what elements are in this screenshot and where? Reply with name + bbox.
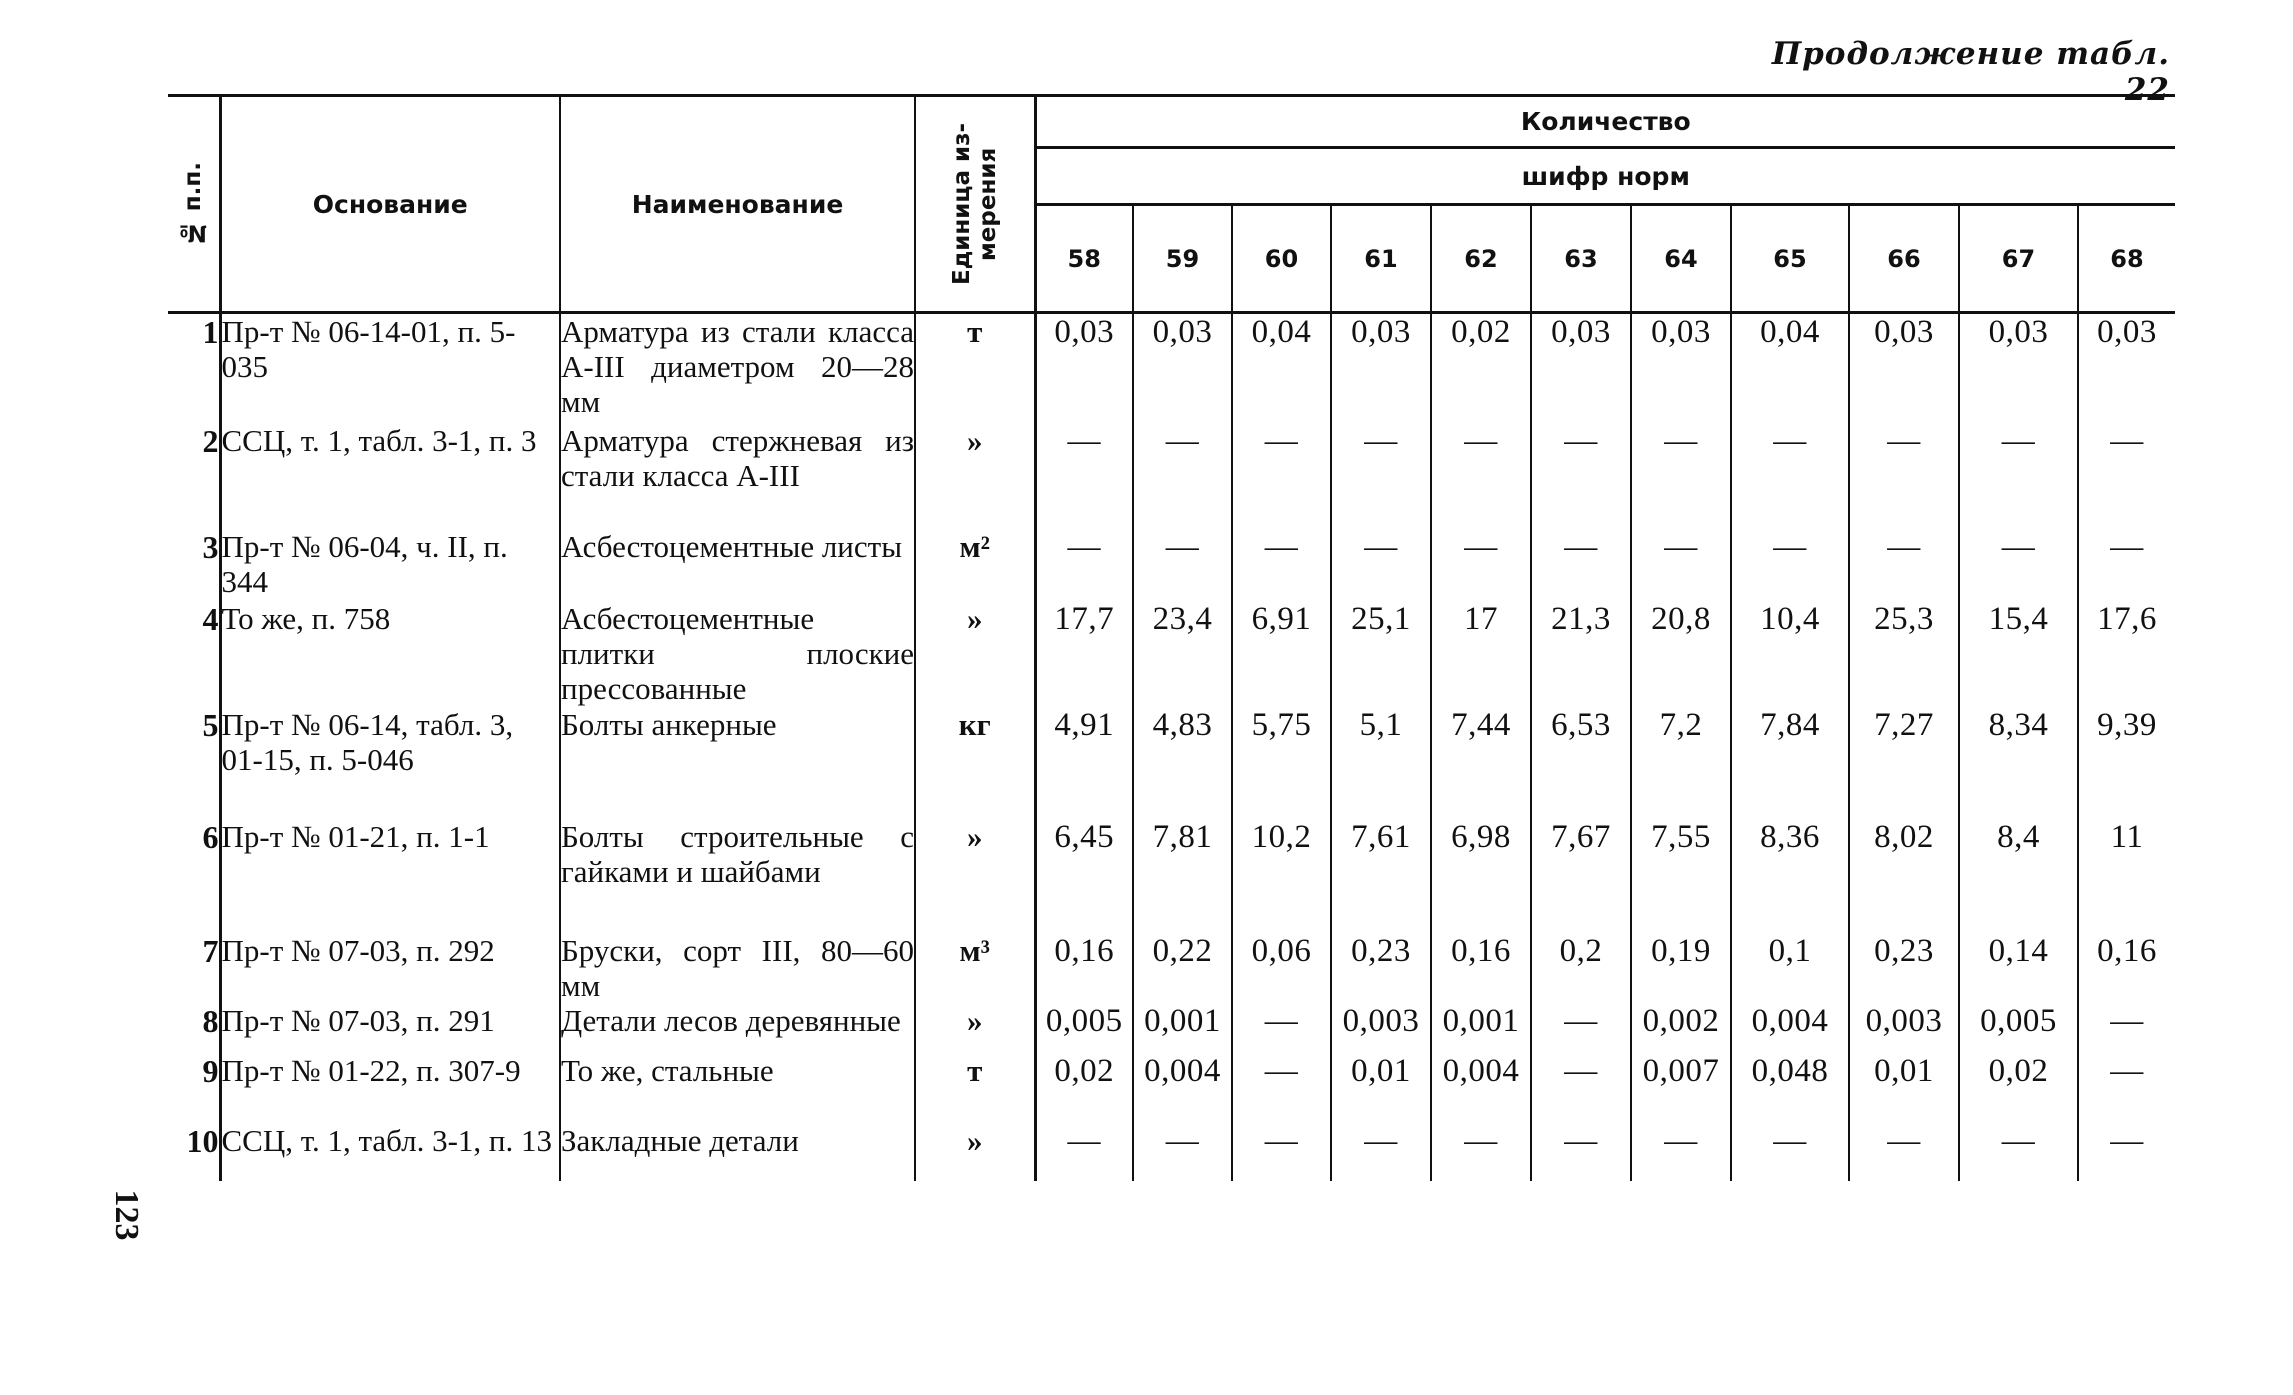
row-unit: т: [915, 313, 1035, 423]
value-cell-66: 7,27: [1849, 707, 1959, 819]
value-cell-59: 0,004: [1133, 1053, 1232, 1123]
code-header-65: 65: [1731, 205, 1849, 313]
value-cell-63: 21,3: [1531, 601, 1631, 707]
value-cell-62: 0,16: [1431, 933, 1531, 1003]
value-cell-60: 0,04: [1232, 313, 1331, 423]
header-basis: Основание: [220, 96, 560, 313]
row-basis: ССЦ, т. 1, табл. 3-1, п. 3: [220, 423, 560, 529]
value-cell-61: 0,01: [1331, 1053, 1431, 1123]
value-cell-59: —: [1133, 1123, 1232, 1181]
row-number: 1: [202, 314, 219, 350]
row-unit: кг: [915, 707, 1035, 819]
value-cell-58: 0,16: [1035, 933, 1133, 1003]
table-row: [168, 1123, 2175, 1181]
value-cell-58: 4,91: [1035, 707, 1133, 819]
value-cell-68: 11: [2078, 819, 2175, 933]
value-cell-59: 4,83: [1133, 707, 1232, 819]
value-cell-60: —: [1232, 1123, 1331, 1181]
code-header-58: 58: [1035, 205, 1133, 313]
row-number: 7: [202, 932, 219, 969]
value-cell-60: —: [1232, 423, 1331, 529]
value-cell-68: —: [2078, 529, 2175, 601]
value-cell-61: —: [1331, 529, 1431, 601]
header-name: Наименование: [560, 96, 915, 313]
value-cell-64: 7,2: [1631, 707, 1731, 819]
value-cell-66: 0,003: [1849, 1003, 1959, 1053]
value-cell-64: 0,007: [1631, 1053, 1731, 1123]
value-cell-65: 0,1: [1731, 933, 1849, 1003]
row-basis: То же, п. 758: [220, 601, 560, 707]
value-cell-68: —: [2078, 1003, 2175, 1053]
value-cell-66: —: [1849, 529, 1959, 601]
page-number: 123: [108, 1189, 145, 1241]
value-cell-68: —: [2078, 1123, 2175, 1181]
value-cell-60: —: [1232, 1003, 1331, 1053]
header-unit-cell: [915, 96, 1035, 313]
value-cell-60: 6,91: [1232, 601, 1331, 707]
value-cell-58: 0,03: [1035, 313, 1133, 423]
value-cell-62: 0,004: [1431, 1053, 1531, 1123]
value-cell-60: —: [1232, 1053, 1331, 1123]
value-cell-66: 0,03: [1849, 313, 1959, 423]
value-cell-66: 0,01: [1849, 1053, 1959, 1123]
value-cell-64: —: [1631, 529, 1731, 601]
row-basis: Пр-т № 07-03, п. 291: [220, 1003, 560, 1053]
value-cell-58: 0,005: [1035, 1003, 1133, 1053]
row-name: Закладные детали: [560, 1123, 915, 1181]
code-header-64: 64: [1631, 205, 1731, 313]
table-row: [168, 529, 2175, 601]
value-cell-63: —: [1531, 423, 1631, 529]
row-number: 3: [202, 528, 219, 565]
value-cell-62: 0,02: [1431, 313, 1531, 423]
row-number: 10: [186, 1122, 219, 1159]
value-cell-60: 10,2: [1232, 819, 1331, 933]
value-cell-67: 8,4: [1959, 819, 2078, 933]
value-cell-60: 5,75: [1232, 707, 1331, 819]
value-cell-59: 7,81: [1133, 819, 1232, 933]
value-cell-59: —: [1133, 529, 1232, 601]
value-cell-64: 0,03: [1631, 313, 1731, 423]
value-cell-61: 25,1: [1331, 601, 1431, 707]
value-cell-67: 0,005: [1959, 1003, 2078, 1053]
value-cell-66: 25,3: [1849, 601, 1959, 707]
value-cell-67: 0,14: [1959, 933, 2078, 1003]
value-cell-62: 0,001: [1431, 1003, 1531, 1053]
row-number: 9: [202, 1052, 219, 1089]
row-name: Арматура из стали класса A-III диаметром 20—28 мм: [560, 313, 915, 423]
value-cell-66: 0,23: [1849, 933, 1959, 1003]
value-cell-65: 7,84: [1731, 707, 1849, 819]
value-cell-63: 0,2: [1531, 933, 1631, 1003]
row-unit: »: [915, 1003, 1035, 1053]
row-name: Бруски, сорт III, 80—60 мм: [561, 932, 914, 1003]
code-header-60: 60: [1232, 205, 1331, 313]
value-cell-58: 0,02: [1035, 1053, 1133, 1123]
code-header-59: 59: [1133, 205, 1232, 313]
header-num: № п.п.: [180, 162, 207, 246]
row-number: 2: [202, 422, 219, 459]
value-cell-63: —: [1531, 1003, 1631, 1053]
value-cell-65: 8,36: [1731, 819, 1849, 933]
value-cell-65: —: [1731, 423, 1849, 529]
row-unit: »: [915, 423, 1035, 529]
row-unit: м³: [915, 933, 1035, 1003]
value-cell-67: —: [1959, 423, 2078, 529]
value-cell-64: —: [1631, 1123, 1731, 1181]
row-unit: »: [915, 601, 1035, 707]
row-basis: Пр-т № 06-04, ч. II, п. 344: [220, 529, 560, 601]
continuation-caption: Продолжение табл. 22: [1771, 36, 2170, 108]
row-name: Арматура стержневая из стали класса A-III: [560, 423, 915, 529]
row-number: 4: [202, 600, 219, 637]
code-header-68: 68: [2078, 205, 2175, 313]
value-cell-59: 0,22: [1133, 933, 1232, 1003]
value-cell-62: —: [1431, 423, 1531, 529]
row-number: 8: [202, 1002, 219, 1039]
header-quantity: Количество: [1035, 96, 2175, 148]
value-cell-59: —: [1133, 423, 1232, 529]
value-cell-66: —: [1849, 1123, 1959, 1181]
table-row: [168, 423, 2175, 529]
row-basis: Пр-т № 06-14, табл. 3, 01-15, п. 5-046: [220, 707, 560, 819]
value-cell-61: —: [1331, 423, 1431, 529]
row-unit: т: [915, 1053, 1035, 1123]
value-cell-61: 0,23: [1331, 933, 1431, 1003]
value-cell-62: 7,44: [1431, 707, 1531, 819]
header-num-cell: [168, 96, 220, 313]
value-cell-64: —: [1631, 423, 1731, 529]
value-cell-68: 0,16: [2078, 933, 2175, 1003]
value-cell-58: 17,7: [1035, 601, 1133, 707]
value-cell-63: —: [1531, 1053, 1631, 1123]
table-row: [168, 601, 2175, 707]
value-cell-67: —: [1959, 1123, 2078, 1181]
value-cell-65: 0,004: [1731, 1003, 1849, 1053]
value-cell-64: 7,55: [1631, 819, 1731, 933]
value-cell-59: 0,03: [1133, 313, 1232, 423]
value-cell-61: 7,61: [1331, 819, 1431, 933]
row-name: Болты строительные с гайками и шайбами: [560, 819, 915, 933]
table-row: [168, 1053, 2175, 1123]
value-cell-67: 8,34: [1959, 707, 2078, 819]
value-cell-67: 15,4: [1959, 601, 2078, 707]
value-cell-68: —: [2078, 1053, 2175, 1123]
value-cell-65: 0,04: [1731, 313, 1849, 423]
value-cell-58: —: [1035, 529, 1133, 601]
row-basis: Пр-т № 01-21, п. 1-1: [220, 819, 560, 933]
value-cell-59: 0,001: [1133, 1003, 1232, 1053]
table-row: [168, 707, 2175, 819]
table-row: [168, 1003, 2175, 1053]
value-cell-68: 17,6: [2078, 601, 2175, 707]
value-cell-68: —: [2078, 423, 2175, 529]
value-cell-60: 0,06: [1232, 933, 1331, 1003]
value-cell-66: 8,02: [1849, 819, 1959, 933]
value-cell-58: 6,45: [1035, 819, 1133, 933]
row-basis: Пр-т № 06-14-01, п. 5-035: [220, 313, 560, 423]
value-cell-61: 0,03: [1331, 313, 1431, 423]
row-unit: м²: [915, 529, 1035, 601]
code-header-63: 63: [1531, 205, 1631, 313]
value-cell-61: 5,1: [1331, 707, 1431, 819]
row-name: Асбестоцементные плитки плоские прессованные: [561, 600, 914, 706]
table-row: [168, 819, 2175, 933]
value-cell-60: —: [1232, 529, 1331, 601]
value-cell-67: 0,02: [1959, 1053, 2078, 1123]
row-name: Асбестоцементные листы: [560, 529, 915, 601]
value-cell-61: 0,003: [1331, 1003, 1431, 1053]
header-unit: Единица из- мерения: [948, 122, 1001, 285]
value-cell-62: 17: [1431, 601, 1531, 707]
code-header-61: 61: [1331, 205, 1431, 313]
row-number: 5: [202, 706, 219, 743]
value-cell-59: 23,4: [1133, 601, 1232, 707]
value-cell-58: —: [1035, 1123, 1133, 1181]
value-cell-64: 0,002: [1631, 1003, 1731, 1053]
code-header-66: 66: [1849, 205, 1959, 313]
row-basis: Пр-т № 01-22, п. 307-9: [220, 1053, 560, 1123]
value-cell-64: 20,8: [1631, 601, 1731, 707]
value-cell-62: —: [1431, 1123, 1531, 1181]
value-cell-68: 9,39: [2078, 707, 2175, 819]
norms-table: [168, 94, 2175, 1181]
value-cell-62: 6,98: [1431, 819, 1531, 933]
value-cell-58: —: [1035, 423, 1133, 529]
row-unit: »: [915, 1123, 1035, 1181]
table-body: [168, 313, 2175, 1181]
code-header-62: 62: [1431, 205, 1531, 313]
value-cell-63: —: [1531, 529, 1631, 601]
value-cell-61: —: [1331, 1123, 1431, 1181]
row-name: То же, стальные: [560, 1053, 915, 1123]
value-cell-66: —: [1849, 423, 1959, 529]
value-cell-67: 0,03: [1959, 313, 2078, 423]
row-name: Болты анкерные: [560, 707, 915, 819]
row-name: Детали лесов деревянные: [560, 1003, 915, 1053]
value-cell-65: —: [1731, 529, 1849, 601]
row-number: 6: [202, 818, 219, 855]
value-cell-63: —: [1531, 1123, 1631, 1181]
code-header-67: 67: [1959, 205, 2078, 313]
table-row: [168, 313, 2175, 423]
value-cell-68: 0,03: [2078, 313, 2175, 423]
value-cell-65: 10,4: [1731, 601, 1849, 707]
value-cell-63: 7,67: [1531, 819, 1631, 933]
value-cell-62: —: [1431, 529, 1531, 601]
row-basis: ССЦ, т. 1, табл. 3-1, п. 13: [220, 1123, 560, 1181]
header-code-group: шифр норм: [1035, 148, 2175, 205]
table-row: [168, 933, 2175, 1003]
value-cell-65: —: [1731, 1123, 1849, 1181]
row-basis: Пр-т № 07-03, п. 292: [220, 933, 560, 1003]
value-cell-63: 0,03: [1531, 313, 1631, 423]
value-cell-65: 0,048: [1731, 1053, 1849, 1123]
value-cell-64: 0,19: [1631, 933, 1731, 1003]
row-unit: »: [915, 819, 1035, 933]
value-cell-67: —: [1959, 529, 2078, 601]
value-cell-63: 6,53: [1531, 707, 1631, 819]
